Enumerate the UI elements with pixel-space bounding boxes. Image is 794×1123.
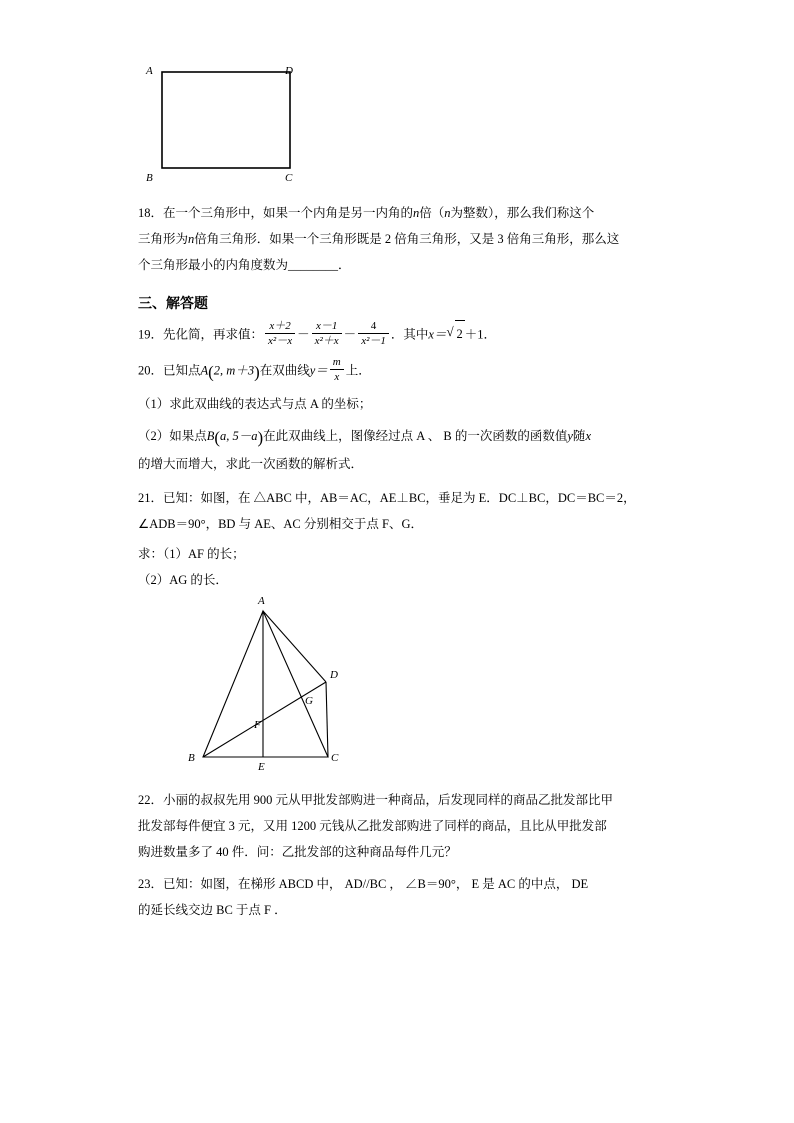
- problem-19-plus-one: ＋1: [464, 327, 484, 342]
- triangle-label-g: G: [305, 694, 313, 707]
- triangle-label-e: E: [258, 760, 265, 773]
- problem-20-text-before: 已知点: [163, 362, 201, 377]
- problem-22: [138, 787, 666, 865]
- fraction-2-numerator: x－1: [315, 320, 338, 332]
- rectangle-svg: [144, 54, 344, 194]
- problem-20-point-b: B: [206, 428, 215, 443]
- problem-22-line2: 批发部每件便宜 3 元，又用 1200 元钱从乙批发部购进了同样的商品，且比从甲批发部: [138, 818, 607, 833]
- problem-19-minus-1: －: [297, 327, 310, 342]
- problem-20-sub2-x: x: [585, 428, 591, 443]
- problem-22-number: 22．: [138, 792, 164, 807]
- problem-20-sub2-c: 随: [572, 428, 586, 443]
- problem-18-n2: n: [444, 206, 451, 220]
- problem-21: [138, 485, 666, 537]
- problem-18-blank: ________: [288, 258, 339, 272]
- fraction-1-numerator: x＋2: [269, 320, 291, 332]
- problem-19-equation: x＝: [428, 327, 447, 342]
- problem-22-line3: 购进数量多了 40 件．问：乙批发部的这种商品每件几元？: [138, 844, 457, 859]
- problem-18: [138, 200, 666, 278]
- problem-20-sub-1: （1）求此双曲线的表达式与点 A 的坐标；: [138, 396, 372, 411]
- problem-20-sub2-paren-open: (: [214, 427, 221, 447]
- fraction-1-denominator: x²－x: [265, 333, 295, 347]
- problem-19-fraction-1: [265, 320, 295, 348]
- triangle-label-f: F: [254, 718, 261, 731]
- problem-18-n1: n: [413, 206, 420, 220]
- section-title-3: 三、解答题: [138, 295, 208, 311]
- problem-20-paren-open: (: [208, 361, 214, 381]
- figure-label-c: C: [285, 172, 293, 184]
- sqrt-radicand: 2: [455, 320, 464, 347]
- fraction-2-denominator: x²＋x: [312, 333, 342, 347]
- problem-20-number: 20．: [138, 362, 164, 377]
- triangle-label-d: D: [330, 668, 338, 681]
- problem-20-function: y＝: [309, 362, 328, 377]
- problem-23-line1: 已知：如图，在梯形 ABCD 中， AD//BC ， ∠B＝90°， E 是 AC 的中点， DE: [163, 876, 589, 891]
- problem-21-line1: 已知：如图，在 △ABC 中，AB＝AC，AE⊥BC，垂足为 E．DC⊥BC，DC＝BC＝2，: [163, 490, 636, 505]
- problem-19-period: ．: [483, 327, 496, 342]
- problem-18-line2b: 倍角三角形．如果一个三角形既是 2 倍角三角形，又是 3 倍角三角形，那么这: [194, 232, 620, 246]
- problem-20-fraction-denominator: x: [330, 369, 344, 383]
- problem-18-number: 18．: [138, 206, 164, 220]
- triangle-label-b: B: [188, 751, 195, 764]
- problem-19-fraction-3: [358, 320, 389, 348]
- problem-18-line1a: 在一个三角形中，如果一个内角是另一内角的: [163, 206, 414, 220]
- problem-19-text-mid: ．其中: [390, 327, 429, 342]
- problem-21-sub-1: 求：（1）AF 的长；: [138, 546, 245, 561]
- problem-20-paren-close: ): [254, 361, 260, 381]
- problem-20: [138, 356, 666, 385]
- triangle-label-c: C: [331, 751, 339, 764]
- problem-21-line2: ∠ADB＝90°，BD 与 AE、AC 分别相交于点 F、G．: [138, 516, 423, 531]
- problem-20-fraction: [330, 356, 344, 384]
- problem-19-minus-2: －: [343, 327, 357, 342]
- problem-20-sub2-b: 在此双曲线上，图像经过点 A 、 B 的一次函数的函数值: [263, 428, 568, 443]
- triangle-label-a: A: [258, 594, 265, 607]
- problem-19-text-before: 先化简，再求值：: [163, 327, 264, 342]
- problem-20-sub2-paren-close: ): [257, 427, 264, 447]
- problem-20-sub2-y: y: [567, 428, 573, 443]
- problem-19-sqrt: [446, 320, 464, 347]
- figure-label-d: D: [285, 65, 293, 77]
- problem-19-fraction-2: [312, 320, 342, 348]
- problem-20-sub2-a: （2）如果点: [138, 428, 207, 443]
- fraction-3-denominator: x²－1: [358, 333, 389, 347]
- figure-triangle-abc: [138, 594, 666, 787]
- problem-18-n3: n: [188, 232, 195, 246]
- triangle-svg: [188, 594, 428, 782]
- figure-label-b: B: [146, 172, 153, 184]
- problem-18-line2a: 三角形为: [138, 232, 189, 246]
- problem-23-number: 23．: [138, 876, 164, 891]
- fraction-3-numerator: 4: [370, 320, 377, 332]
- problem-22-line1: 小丽的叔叔先用 900 元从甲批发部购进一种商品，后发现同样的商品乙批发部比甲: [163, 792, 614, 807]
- problem-19: [138, 320, 666, 348]
- problem-20-point-b-args: a, 5－a: [220, 428, 258, 443]
- problem-18-line1b: 倍（: [419, 206, 445, 220]
- problem-20-sub-2-line2: 的增大而增大，求此一次函数的解析式．: [138, 456, 364, 471]
- problem-20-point-args: 2, m＋3: [213, 362, 255, 377]
- problem-20-text-end: 上．: [345, 362, 371, 377]
- problem-20-sub-2: [138, 423, 666, 451]
- problem-18-period: ．: [338, 258, 351, 272]
- problem-20-text-mid: 在双曲线: [259, 362, 310, 377]
- problem-20-point-a: A: [200, 362, 209, 377]
- problem-18-line3: 个三角形最小的内角度数为: [138, 258, 289, 272]
- problem-23: [138, 871, 666, 923]
- figure-rectangle-abcd: [138, 50, 666, 200]
- problem-21-sub-2: （2）AG 的长．: [138, 572, 228, 587]
- problem-21-number: 21．: [138, 490, 164, 505]
- problem-20-fraction-numerator: m: [332, 355, 341, 368]
- problem-19-number: 19．: [138, 327, 164, 342]
- problem-18-line1c: 为整数），那么我们称这个: [450, 206, 595, 220]
- problem-23-line2: 的延长线交边 BC 于点 F ．: [138, 902, 287, 917]
- document-content: [138, 50, 666, 925]
- figure-label-a: A: [146, 65, 153, 77]
